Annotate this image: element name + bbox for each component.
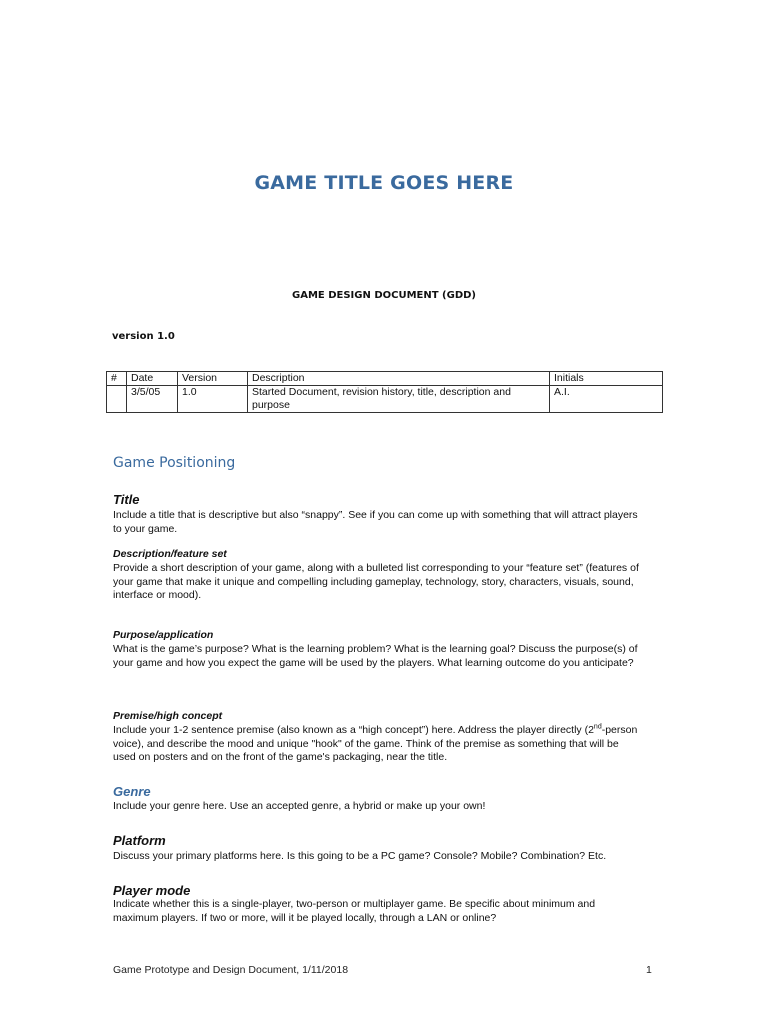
heading-premise: Premise/high concept [113, 710, 223, 722]
heading-purpose: Purpose/application [113, 629, 214, 641]
heading-title: Title [113, 492, 140, 507]
cell-version: 1.0 [178, 386, 248, 413]
premise-text-end: -person voice), and describe the mood and unique "hook" of the game. Think of the premise as something that will be used on posters and on the front of the game's packaging, near the title. [113, 724, 638, 763]
section-heading-game-positioning: Game Positioning [113, 455, 236, 471]
header-number: # [107, 372, 127, 386]
cell-initials: A.I. [550, 386, 663, 413]
header-version: Version [178, 372, 248, 386]
paragraph-purpose: What is the game’s purpose? What is the learning problem? What is the learning goal? Discuss the purpose(s) of your game and how you expect the game will be used by the players. What learning outcome do you anticipate? [113, 643, 638, 669]
paragraph-premise [113, 724, 643, 765]
table-row [107, 386, 663, 413]
heading-genre: Genre [113, 784, 151, 799]
paragraph-description: Provide a short description of your game, along with a bulleted list corresponding to your “feature set” (features of your game that make it unique and compelling including gameplay, technology, story, characters, visuals, sound, interface or mood). [113, 562, 639, 601]
header-date: Date [127, 372, 178, 386]
footer-text: Game Prototype and Design Document, 1/11/2018 [113, 964, 349, 976]
game-title: GAME TITLE GOES HERE [254, 172, 514, 194]
revision-table-header-row [107, 372, 663, 386]
header-description: Description [248, 372, 550, 386]
cell-number [107, 386, 127, 413]
paragraph-title: Include a title that is descriptive but also “snappy”. See if you can come up with something that will attract players to your game. [113, 509, 638, 535]
heading-player-mode: Player mode [113, 883, 191, 898]
premise-text-start: Include your 1-2 sentence premise (also known as a “high concept”) here. Address the player directly (2 [113, 724, 594, 736]
paragraph-platform: Discuss your primary platforms here. Is this going to be a PC game? Console? Mobile? Combination? Etc. [113, 850, 607, 862]
revision-table [106, 371, 663, 413]
page-number: 1 [646, 964, 652, 976]
paragraph-player-mode: Indicate whether this is a single-player, two-person or multiplayer game. Be specific about minimum and maximum players. If two or more, will it be played locally, through a LAN or online? [113, 898, 596, 924]
heading-platform: Platform [113, 833, 166, 848]
header-initials: Initials [550, 372, 663, 386]
cell-description: Started Document, revision history, title, description and purpose [248, 386, 550, 413]
cell-date: 3/5/05 [127, 386, 178, 413]
document-subtitle: GAME DESIGN DOCUMENT (GDD) [292, 290, 476, 301]
version-label: version 1.0 [112, 331, 175, 342]
heading-description: Description/feature set [113, 548, 227, 560]
premise-superscript: nd [593, 723, 602, 731]
paragraph-genre: Include your genre here. Use an accepted genre, a hybrid or make up your own! [113, 800, 486, 812]
